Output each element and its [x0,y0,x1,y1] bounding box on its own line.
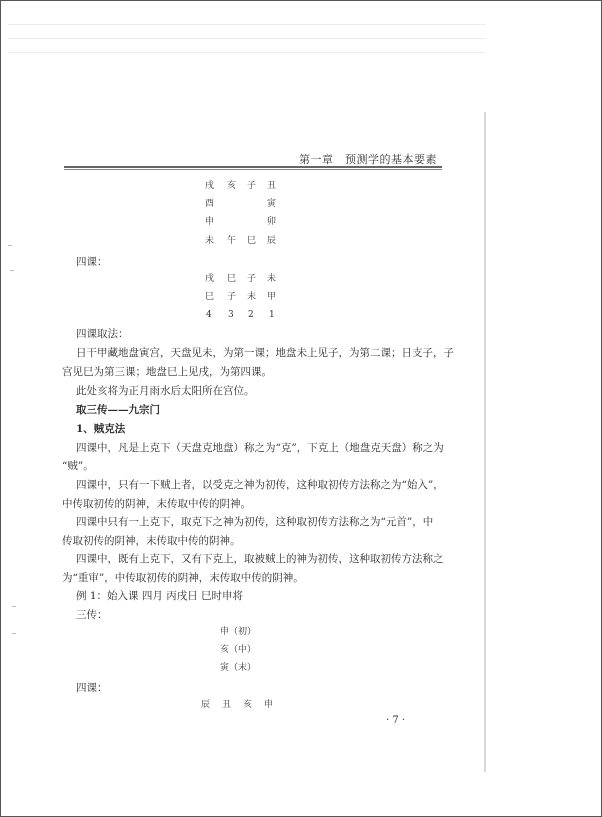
lesson-r2-2: 子 [227,292,237,302]
header-rule [64,169,442,170]
plate-left-2: 申 [205,217,215,227]
example-lesson-4: 申 [264,700,274,710]
paragraph-line: 四课中，凡是上克下（天盘克地盘）称之为“克”，下克上（地盘克天盘）称之为 [76,442,444,454]
example-lesson-2: 丑 [222,700,232,710]
plate-bottom-4: 辰 [267,236,277,246]
margin-mark [12,606,16,607]
plate-right-1: 寅 [267,199,277,209]
section-title: 取三传——九宗门 [76,404,160,416]
paragraph-line: 为“重审”，中传取初传的阴神，末传取中传的阴神。 [62,572,304,584]
plate-left-1: 酉 [205,199,215,209]
lesson-r1-4: 未 [267,274,277,284]
paragraph-line: “贼”。 [62,460,94,472]
lesson-num-2: 3 [228,310,234,320]
lesson-r2-3: 未 [247,292,257,302]
three-transmissions-label: 三传： [76,609,108,621]
paragraph-line: 四课中只有一上克下，取克下之神为初传，这种取初传方法称之为“元首”，中 [76,516,434,528]
plate-bottom-2: 午 [227,236,237,246]
scan-artifact-line [8,52,486,53]
lesson-r2-1: 巳 [205,292,215,302]
lesson-num-3: 2 [248,310,254,320]
plate-bottom-1: 未 [205,236,215,246]
paragraph-line: 四课中，只有一下贼上者，以受克之神为初传，这种取初传方法称之为“始入”， [76,479,444,491]
method-paragraph-line: 此处亥将为正月雨水后太阳所在宫位。 [76,385,255,397]
plate-top-3: 子 [247,181,257,191]
example-lesson-3: 亥 [243,700,253,710]
margin-mark [12,633,16,634]
method-paragraph-line: 日干甲藏地盘寅宫，天盘见未，为第一课；地盘未上见子，为第二课；日支子，子 [76,347,454,359]
lesson-r2-4: 甲 [267,292,277,302]
paragraph-line: 四课中，既有上克下，又有下克上，取被贼上的神为初传，这种取初传方法称之 [76,553,444,565]
transmission-final: 寅（末） [220,663,257,673]
lesson-r1-3: 子 [247,274,257,284]
plate-bottom-3: 巳 [247,236,257,246]
page-number: · 7 · [386,715,406,726]
scan-artifact-line [8,24,486,25]
page-edge-shadow [484,112,486,772]
lessons-label: 四课： [76,682,108,694]
method-paragraph-line: 宫见巳为第三课；地盘巳上见戌，为第四课。 [62,366,272,378]
example-title: 例 1：始入课 四月 丙戌日 巳时申将 [76,590,244,602]
plate-right-2: 卯 [267,217,277,227]
margin-mark [10,270,14,271]
lesson-num-4: 1 [269,310,275,320]
scan-artifact-line [8,38,486,39]
paragraph-line: 中传取初传的阴神，末传取中传的阴神。 [62,498,251,510]
lesson-num-1: 4 [206,310,212,320]
transmission-initial: 申（初） [220,627,257,637]
chapter-header: 第一章 预测学的基本要素 [299,153,437,166]
plate-top-1: 戌 [205,181,215,191]
lesson-r1-1: 戌 [205,274,215,284]
plate-top-4: 丑 [267,181,277,191]
lessons-label: 四课： [76,256,108,268]
example-lesson-1: 辰 [201,700,211,710]
transmission-middle: 亥（中） [220,645,257,655]
margin-mark [8,245,12,246]
plate-top-2: 亥 [227,181,237,191]
lesson-r1-2: 巳 [227,274,237,284]
paragraph-line: 传取初传的阴神，末传取中传的阴神。 [62,535,241,547]
subsection-title: 1、贼克法 [76,423,126,435]
header-rule [64,166,442,168]
method-label: 四课取法： [76,328,129,340]
